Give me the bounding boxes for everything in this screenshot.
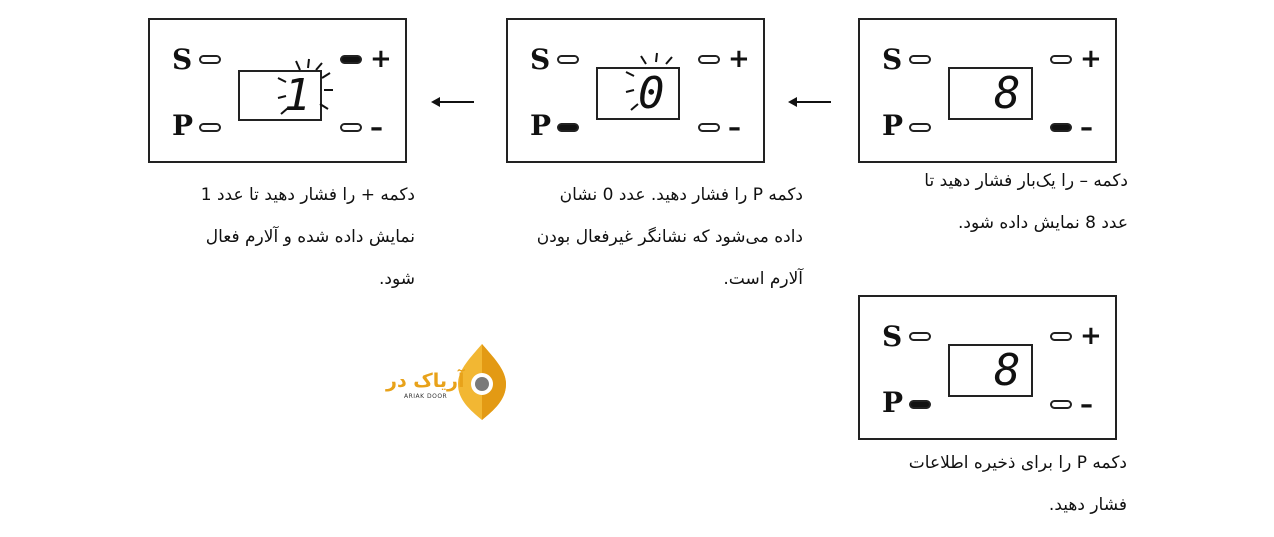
step2-caption [463, 174, 803, 300]
p-button-label: P [882, 109, 904, 142]
s-indicator-led [557, 55, 579, 64]
control-panel-step4 [858, 295, 1117, 440]
plus-indicator-led [1050, 332, 1072, 341]
control-panel-step2 [506, 18, 765, 163]
minus-indicator-led [698, 123, 720, 132]
brand-logo [386, 340, 516, 424]
display-digit: 8 [994, 345, 1021, 396]
left-arrow-icon [431, 94, 475, 110]
minus-button-label: – [728, 113, 741, 143]
caption-line: داده می‌شود که نشانگر غیرفعال بودن [536, 227, 803, 247]
plus-button-label: + [728, 44, 750, 74]
step3-caption [132, 174, 415, 300]
s-indicator-led [909, 332, 931, 341]
plus-button-label: + [1080, 321, 1102, 351]
s-button-label: S [530, 43, 551, 76]
blink-rays-icon [626, 52, 686, 122]
step1-caption [850, 160, 1128, 244]
p-indicator-led [909, 123, 931, 132]
caption-line: شود. [378, 269, 415, 289]
caption-line: دکمه P را فشار دهید. عدد 0 نشان [559, 185, 803, 205]
caption-line: عدد 8 نمایش داده شود. [957, 213, 1128, 233]
display-screen [948, 344, 1033, 397]
p-button-label: P [882, 386, 904, 419]
caption-line: دکمه P را برای ذخیره اطلاعات [908, 453, 1127, 473]
caption-line: فشار دهید. [1048, 495, 1127, 515]
s-button-label: S [882, 43, 903, 76]
minus-button-label: – [370, 113, 383, 143]
s-button-label: S [172, 43, 193, 76]
logo-wordmark: آریاک در [386, 370, 465, 392]
caption-line: دکمه – را یک‌بار فشار دهید تا [924, 171, 1128, 191]
plus-indicator-led [340, 55, 362, 64]
minus-button-label: – [1080, 113, 1093, 143]
display-screen [948, 67, 1033, 120]
minus-indicator-led [340, 123, 362, 132]
display-digit: 1 [284, 70, 311, 121]
minus-indicator-led [1050, 123, 1072, 132]
blink-rays-icon [278, 58, 338, 128]
plus-button-label: + [1080, 44, 1102, 74]
p-button-label: P [172, 109, 194, 142]
plus-indicator-led [1050, 55, 1072, 64]
s-indicator-led [909, 55, 931, 64]
minus-indicator-led [1050, 400, 1072, 409]
display-digit: 0 [638, 68, 665, 119]
minus-button-label: – [1080, 390, 1093, 420]
caption-line: آلارم است. [723, 269, 803, 289]
logo-subtitle: ARIAK DOOR [404, 393, 448, 400]
control-panel-step1 [858, 18, 1117, 163]
control-panel-step3 [148, 18, 407, 163]
caption-line: نمایش داده شده و آلارم فعال [205, 227, 415, 247]
p-button-label: P [530, 109, 552, 142]
step4-caption [855, 442, 1127, 526]
plus-indicator-led [698, 55, 720, 64]
p-indicator-led [909, 400, 931, 409]
caption-line: دکمه + را فشار دهید تا عدد 1 [200, 185, 415, 205]
p-indicator-led [557, 123, 579, 132]
p-indicator-led [199, 123, 221, 132]
left-arrow-icon [788, 94, 832, 110]
plus-button-label: + [370, 44, 392, 74]
s-indicator-led [199, 55, 221, 64]
s-button-label: S [882, 320, 903, 353]
display-digit: 8 [994, 68, 1021, 119]
